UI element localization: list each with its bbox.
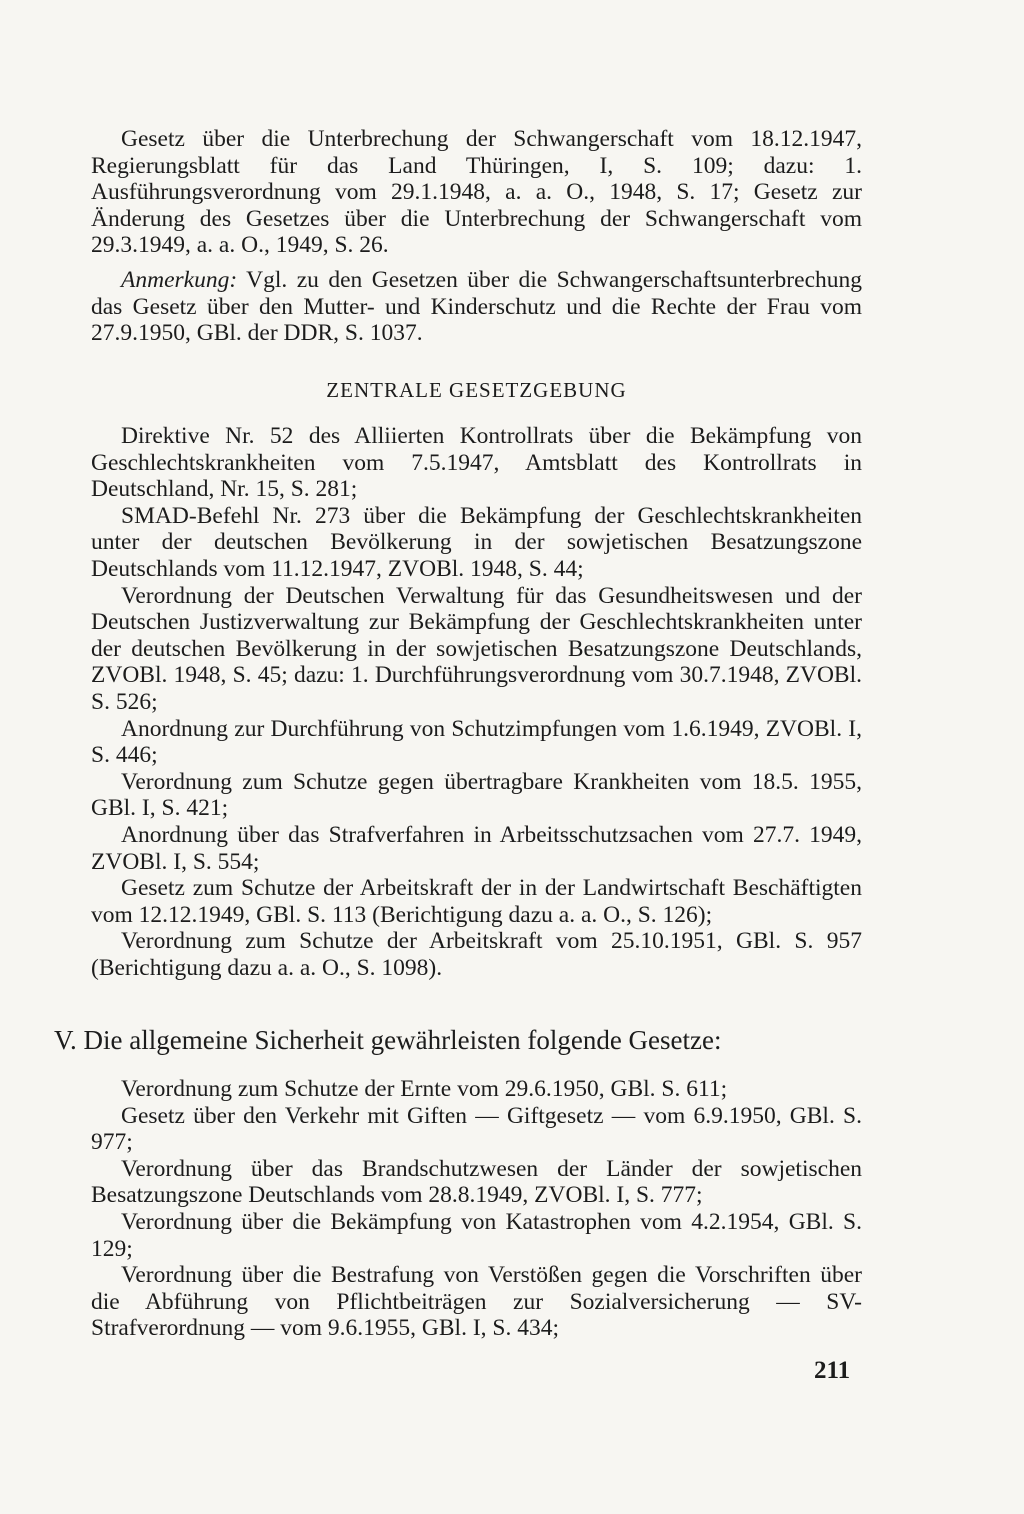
central-item: Anordnung über das Strafverfahren in Arbeitsschutzsachen vom 27.7. 1949, ZVOBl. I, S. 554; xyxy=(91,821,862,875)
intro-block xyxy=(91,126,862,347)
central-item: Verordnung zum Schutze der Arbeitskraft vom 25.10.1951, GBl. S. 957 (Berichtigung dazu a. a. O., S. 1098). xyxy=(91,928,862,981)
intro-law-paragraph: Gesetz über die Unterbrechung der Schwangerschaft vom 18.12.1947, Regierungsblatt für das Land Thüringen, I, S. 109; dazu: 1. Ausführungsverordnung vom 29.1.1948, a. a. O., 1948, S. 17; Gesetz zur Änderung des Gesetzes über die Unterbrechung der Schwangerschaft vom 29.3.1949, a. a. O., 1949, S. 26. xyxy=(91,126,862,259)
section-v-item: Verordnung über das Brandschutzwesen der Länder der sowjetischen Besatzungszone Deutschlands vom 28.8.1949, ZVOBl. I, S. 777; xyxy=(91,1155,862,1209)
note-label: Anmerkung: xyxy=(121,266,238,293)
page-number: 211 xyxy=(814,1357,851,1384)
central-list xyxy=(91,423,862,981)
section-v-item: Gesetz über den Verkehr mit Giften — Giftgesetz — vom 6.9.1950, GBl. S. 977; xyxy=(91,1102,862,1156)
central-item: Verordnung der Deutschen Verwaltung für das Gesundheitswesen und der Deutschen Justizverwaltung zur Bekämpfung der Geschlechtskrankheiten unter der deutschen Bevölkerung in der sowjetischen Besatzungszone Deutschlands, ZVOBl. 1948, S. 45; dazu: 1. Durchführungsverordnung vom 30.7.1948, ZVOBl. S. 526; xyxy=(91,582,862,715)
intro-note-paragraph xyxy=(91,267,862,347)
section-v-item: Verordnung über die Bekämpfung von Katastrophen vom 4.2.1954, GBl. S. 129; xyxy=(91,1208,862,1262)
section-v-item: Verordnung zum Schutze der Ernte vom 29.6.1950, GBl. S. 611; xyxy=(121,1076,728,1102)
section-v-heading: V. Die allgemeine Sicherheit gewährleisten folgende Gesetze: xyxy=(54,1025,722,1055)
central-heading: ZENTRALE GESETZGEBUNG xyxy=(326,378,627,402)
central-item: Gesetz zum Schutze der Arbeitskraft der in der Landwirtschaft Beschäftigten vom 12.12.1949, GBl. S. 113 (Berichtigung dazu a. a. O., S. 126); xyxy=(91,875,862,928)
central-item: Direktive Nr. 52 des Alliierten Kontrollrats über die Bekämpfung von Geschlechtskrankheiten vom 7.5.1947, Amtsblatt des Kontrollrats in Deutschland, Nr. 15, S. 281; xyxy=(91,423,862,503)
central-item: Verordnung zum Schutze gegen übertragbare Krankheiten vom 18.5. 1955, GBl. I, S. 421; xyxy=(91,768,862,822)
section-v-list xyxy=(91,1076,862,1342)
section-v-item: Verordnung über die Bestrafung von Verstößen gegen die Vorschriften über die Abführung von Pflichtbeiträgen zur Sozialversicherung — SV-Strafverordnung — vom 9.6.1955, GBl. I, S. 434; xyxy=(91,1262,862,1342)
note-text: Vgl. zu den Gesetzen über die Schwangerschaftsunterbrechung das Gesetz über den Mutter- und Kinderschutz und die Rechte der Frau vom 27.9.1950, GBl. der DDR, S. 1037. xyxy=(91,266,862,347)
central-item: SMAD-Befehl Nr. 273 über die Bekämpfung der Geschlechtskrankheiten unter der deutschen Bevölkerung in der sowjetischen Besatzungszone Deutschlands vom 11.12.1947, ZVOBl. 1948, S. 44; xyxy=(91,502,862,582)
central-item: Anordnung zur Durchführung von Schutzimpfungen vom 1.6.1949, ZVOBl. I, S. 446; xyxy=(91,715,862,769)
